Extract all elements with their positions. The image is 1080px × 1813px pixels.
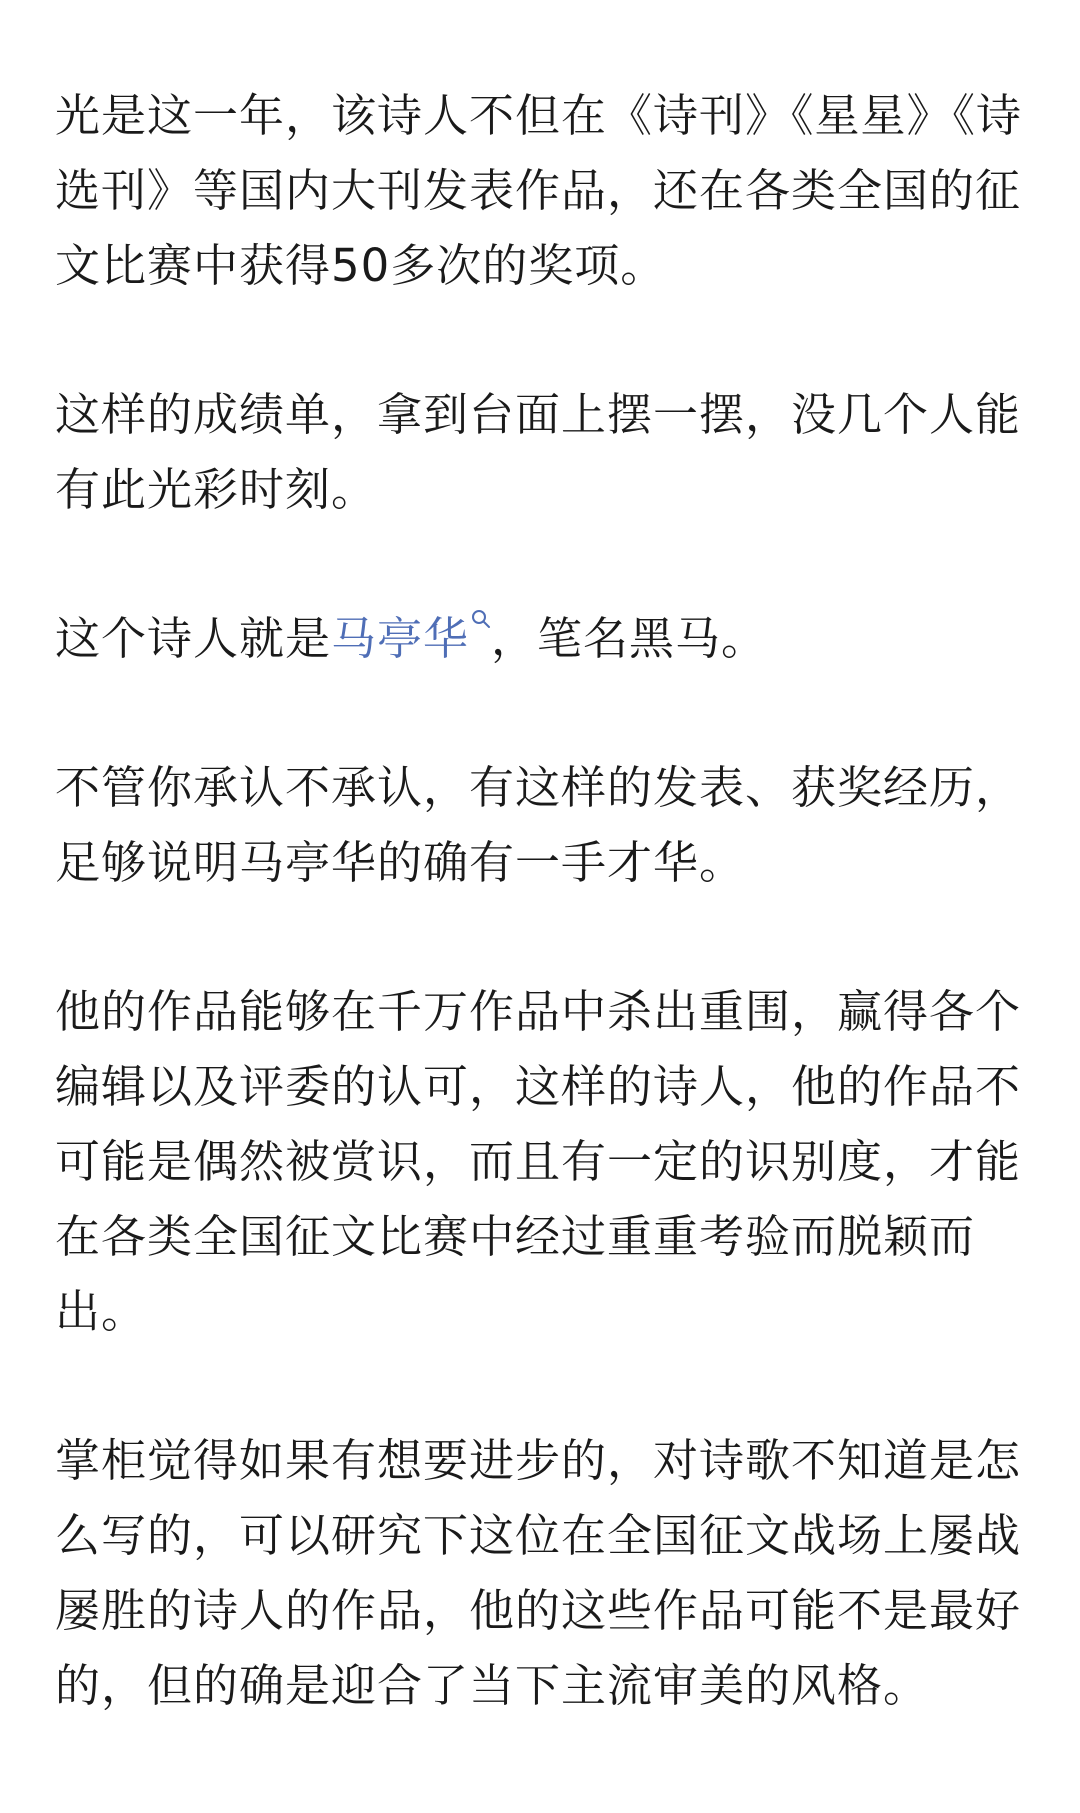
paragraph-1: 光是这一年，该诗人不但在《诗刊》《星星》《诗选刊》等国内大刊发表作品，还在各类全国的征文比赛中获得50多次的奖项。 [55,89,1023,292]
paragraph-3 [55,601,1025,676]
paragraph-3-before: 这个诗人就是 [55,612,332,665]
keyword-link-ma-tinghua[interactable] [331,612,491,665]
paragraph-2: 这样的成绩单，拿到台面上摆一摆，没几个人能有此光彩时刻。 [55,388,1022,516]
paragraph-4: 不管你承认不承认，有这样的发表、获奖经历，足够说明马亭华的确有一手才华。 [55,761,1022,889]
keyword-link-label: 马亭华 [331,612,470,665]
paragraph-6: 掌柜觉得如果有想要进步的，对诗歌不知道是怎么写的，可以研究下这位在全国征文战场上屡战屡胜的诗人的作品，他的这些作品可能不是最好的，但的确是迎合了当下主流审美的风格。 [55,1434,1022,1712]
search-icon[interactable] [471,609,491,635]
paragraph-5: 他的作品能够在千万作品中杀出重围，赢得各个编辑以及评委的认可，这样的诗人，他的作品不可能是偶然被赏识，而且有一定的识别度，才能在各类全国征文比赛中经过重重考验而脱颖而出。 [55,985,1022,1338]
paragraph-3-after: ，笔名黑马。 [491,612,768,665]
